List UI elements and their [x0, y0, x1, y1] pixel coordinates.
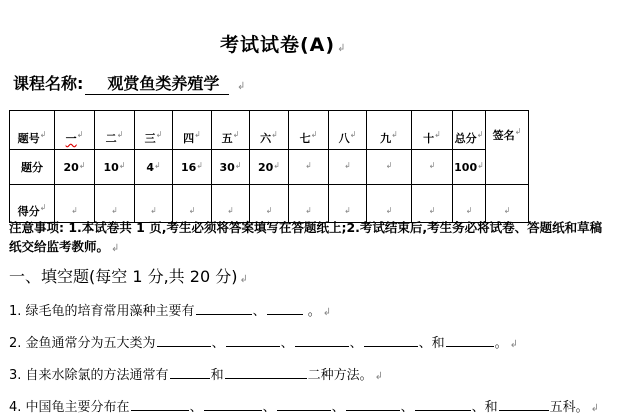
score-cell: ↲ — [367, 150, 412, 185]
header-cell: 七↲ — [289, 111, 329, 150]
score-cell: 4↲ — [135, 150, 173, 185]
got-cell: ↲ — [135, 185, 173, 223]
score-cell: ↲ — [289, 150, 329, 185]
header-cell: 十↲ — [412, 111, 453, 150]
header-cell: 四↲ — [173, 111, 212, 150]
question-1: 1. 绿毛龟的培育常用藻种主要有 、 。 ↲ — [9, 304, 332, 319]
got-cell: ↲ — [367, 185, 412, 223]
score-cell: 16↲ — [173, 150, 212, 185]
question-3: 3. 自来水除氯的方法通常有 和 二种方法。 ↲ — [9, 368, 383, 383]
score-cell: 20↲ — [55, 150, 95, 185]
course-label: 课程名称: — [13, 74, 84, 93]
header-cell: 六↲ — [250, 111, 289, 150]
header-cell-signature: 签名↲ — [486, 111, 529, 185]
cursor-mark-icon: ↲ — [337, 43, 347, 54]
course-line — [13, 71, 245, 95]
header-cell: 八↲ — [329, 111, 367, 150]
header-cell: 九↲ — [367, 111, 412, 150]
exam-title — [220, 30, 346, 57]
question-2: 2. 金鱼通常分为五大类为 、 、 、 、和 。 ↲ — [9, 336, 519, 351]
got-cell: ↲ — [250, 185, 289, 223]
got-cell: ↲ — [453, 185, 486, 223]
header-cell: 总分↲ — [453, 111, 486, 150]
got-cell: ↲ — [329, 185, 367, 223]
got-cell: ↲ — [55, 185, 95, 223]
got-cell: ↲ — [289, 185, 329, 223]
header-cell: 一↲ — [55, 111, 95, 150]
score-table-got-row — [10, 185, 529, 223]
got-cell: ↲ — [95, 185, 135, 223]
score-table — [9, 110, 529, 223]
score-cell: 10↲ — [95, 150, 135, 185]
score-cell: 20↲ — [250, 150, 289, 185]
score-cell: ↲ — [412, 150, 453, 185]
course-name: 观赏鱼类养殖学 — [85, 71, 229, 95]
header-cell: 二↲ — [95, 111, 135, 150]
exam-title-text: 考试试卷(A) — [220, 34, 336, 56]
score-cell-total: 100↲ — [453, 150, 486, 185]
header-cell: 五↲ — [212, 111, 250, 150]
exam-notice: 注意事项: 1.本试卷共 1 页,考生必须将答案填写在答题纸上;2.考试结束后,考生务必将试卷、答题纸和草稿纸交给监考教师。 ↲ — [9, 220, 603, 254]
got-label-cell: 得分↲ — [10, 185, 55, 223]
score-table-score-row — [10, 150, 529, 185]
paragraph-mark-icon: ↲ — [237, 81, 246, 92]
got-cell: ↲ — [486, 185, 529, 223]
section-title: 一、填空题(每空 1 分,共 20 分) ↲ — [9, 267, 248, 286]
score-table-header-row — [10, 111, 529, 150]
question-4: 4. 中国龟主要分布在 、 、 、 、 、和 五科。 ↲ — [9, 400, 600, 415]
score-cell: ↲ — [329, 150, 367, 185]
got-cell: ↲ — [212, 185, 250, 223]
header-cell: 三↲ — [135, 111, 173, 150]
score-label-cell: 题分 — [10, 150, 55, 185]
header-cell: 题号↲ — [10, 111, 55, 150]
got-cell: ↲ — [412, 185, 453, 223]
got-cell: ↲ — [173, 185, 212, 223]
score-cell: 30↲ — [212, 150, 250, 185]
